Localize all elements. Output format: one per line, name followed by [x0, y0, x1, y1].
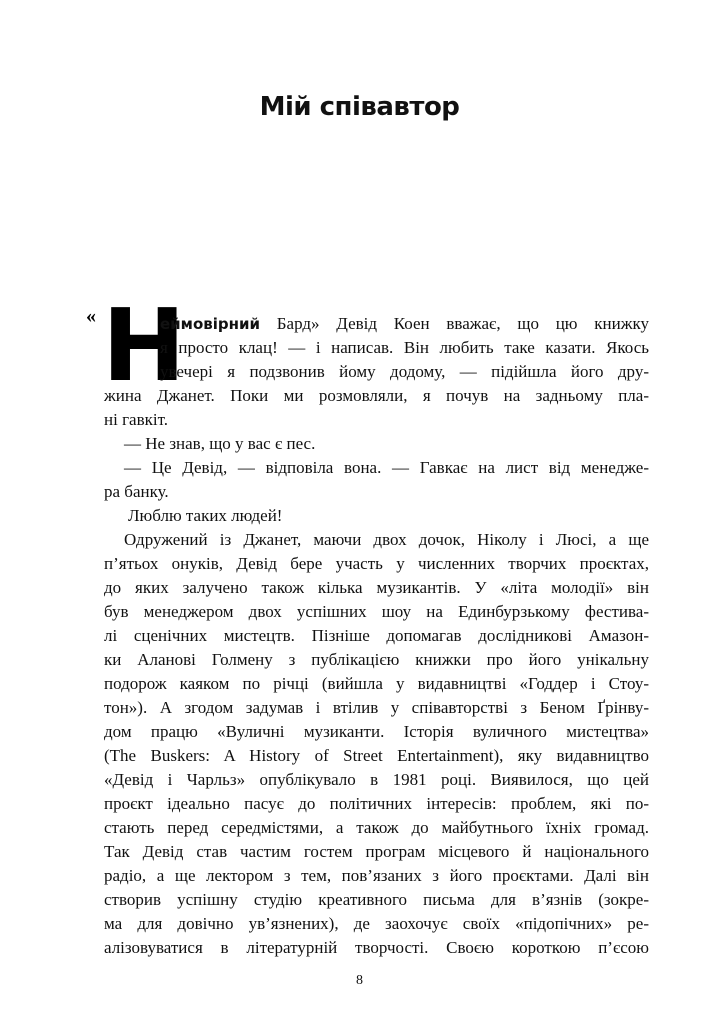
text-line-9: Люблю таких людей! — [128, 506, 283, 525]
text-line-25: створив успішну студію креативного письма для в’язнів (зокре- — [104, 890, 649, 909]
text-line-12: до яких залучено також кілька музикантів. У «літа молодії» він — [104, 578, 649, 597]
text-line-14: лі сценічних мистецтв. Пізніше допомагав дослідникові Амазон- — [104, 626, 649, 645]
text-line-11: п’ятьох онуків, Девід бере участь у численних творчих проєктах, — [104, 554, 649, 573]
page-number: 8 — [356, 973, 363, 988]
text-line-20: «Девід і Чарльз» опублікувало в 1981 році. Виявилося, що цей — [104, 770, 649, 789]
text-line-17: тон»). А згодом задумав і втілив у співавторстві з Беном Ґрінву- — [104, 698, 649, 717]
text-line-13: був менеджером двох успішних шоу на Единбурзькому фестива- — [104, 602, 649, 621]
text-line-1-rest: Бард» Девід Коен вважає, що цю книжку — [260, 314, 649, 333]
text-line-16: подорож каяком по річці (вийшла у видавництві «Годдер і Стоу- — [104, 674, 649, 693]
drop-cap — [86, 287, 186, 404]
chapter-title: Мій співавтор — [259, 92, 460, 122]
text-line-7: — Це Девід, — відповіла вона. — Гавкає на лист від менедже- — [124, 458, 649, 477]
lead-word: еймовірний — [160, 315, 261, 333]
text-line-19: (The Buskers: A History of Street Entertainment), яку видавництво — [104, 746, 649, 765]
text-line-21: проєкт ідеально пасує до політичних інтересів: проблем, які по- — [104, 794, 649, 813]
text-line-3: увечері я подзвонив йому додому, — підійшла його дру- — [160, 362, 649, 381]
text-line-4: жина Джанет. Поки ми розмовляли, я почув на задньому пла- — [104, 386, 649, 405]
text-line-6: — Не знав, що у вас є пес. — [124, 434, 316, 453]
text-line-1 — [160, 312, 649, 336]
text-line-10: Одружений із Джанет, маючи двох дочок, Ніколу і Люсі, а ще — [124, 530, 649, 549]
text-line-22: стають перед середмістями, а також до майбутнього їхніх громад. — [104, 818, 649, 837]
text-line-15: ки Аланові Голмену з публікацією книжки про його унікальну — [104, 650, 649, 669]
text-line-8: ра банку. — [104, 482, 169, 501]
drop-cap-letter: Н — [102, 287, 186, 404]
text-line-2: я просто клац! — і написав. Він любить таке казати. Якось — [160, 338, 649, 357]
drop-cap-open-quote: « — [86, 305, 96, 327]
text-line-23: Так Девід став частим гостем програм місцевого й національного — [104, 842, 649, 861]
text-line-5: ні гавкіт. — [104, 410, 168, 429]
text-line-26: ма для довічно ув’язнених), де заохочує своїх «підопічних» ре- — [104, 914, 649, 933]
text-line-18: дом працю «Вуличні музиканти. Історія вуличного мистецтва» — [104, 722, 649, 741]
text-line-24: радіо, а ще лектором з тем, пов’язаних з його проєктами. Далі він — [104, 866, 649, 885]
text-line-27: алізовуватися в літературній творчості. Своєю короткою п’єсою — [104, 938, 649, 957]
